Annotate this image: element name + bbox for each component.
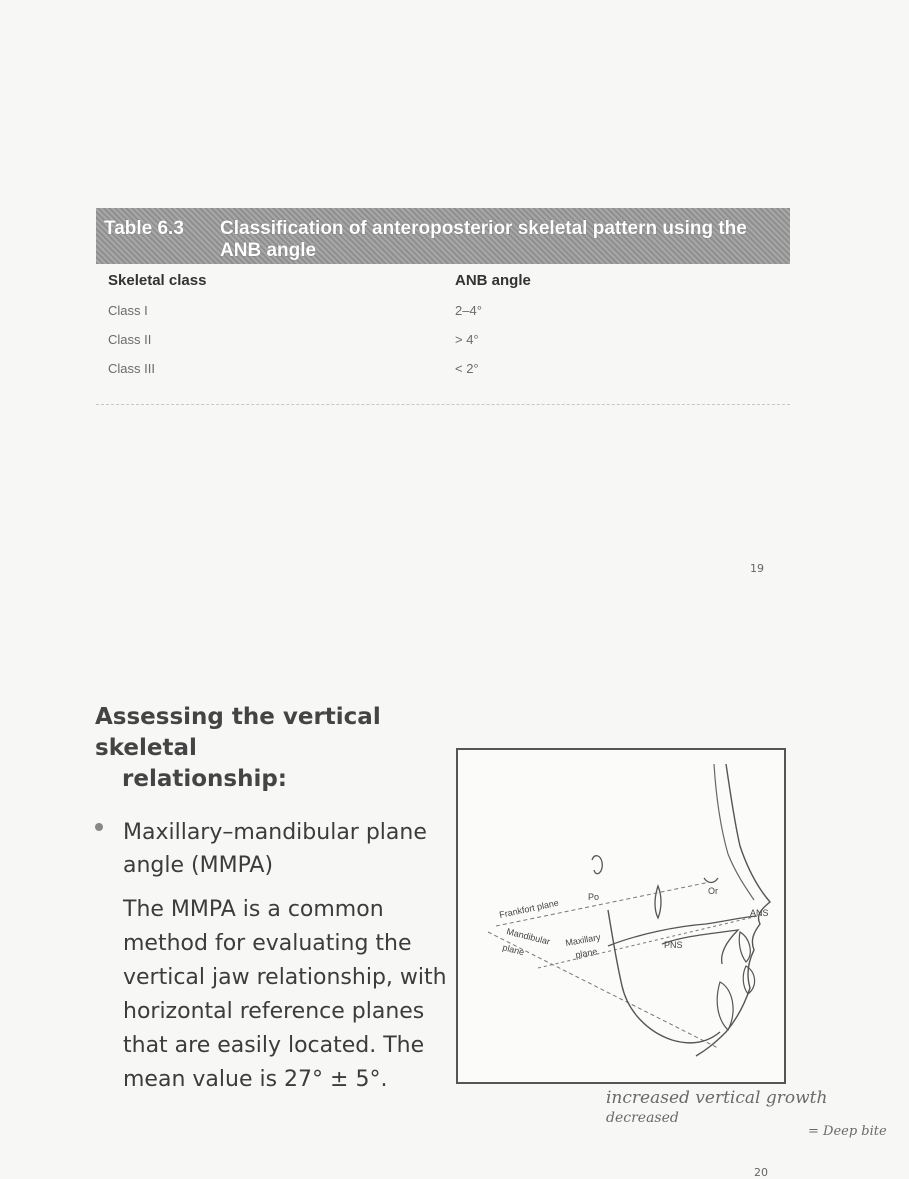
heading-line-2: relationship: [122, 766, 288, 792]
label-or: Or [708, 886, 718, 896]
table-number: Table 6.3 [104, 218, 184, 239]
handwritten-note-2: decreased [606, 1110, 679, 1126]
handwritten-note-1: increased vertical growth [606, 1088, 828, 1108]
table-cell-anb-1: 2–4° [455, 303, 482, 318]
label-mandibular-2: plane [501, 942, 526, 958]
table-cell-class-2: Class II [108, 332, 152, 347]
body-paragraph: The MMPA is a common method for evaluating the vertical jaw relationship, with horizontal reference planes that are easily located. The mean value is 27° ± 5°. [123, 897, 447, 1092]
column-header-skeletal-class: Skeletal class [108, 272, 207, 289]
bullet-text: Maxillary–mandibular plane angle (MMPA) [123, 820, 427, 878]
label-frankfort-plane: Frankfort plane [498, 897, 560, 920]
skull-tracing-svg [458, 750, 784, 1082]
table-cell-anb-2: > 4° [455, 332, 479, 347]
section-heading [95, 702, 455, 795]
label-pns: PNS [664, 940, 683, 950]
label-maxillary-2: plane [574, 946, 599, 960]
table-bottom-rule [96, 404, 790, 405]
label-po: Po [588, 892, 600, 902]
table-cell-anb-3: < 2° [455, 361, 479, 376]
cephalometric-diagram [456, 748, 786, 1084]
page-number-19: 19 [750, 562, 764, 575]
table-title-bar [96, 208, 790, 264]
label-maxillary-1: Maxillary [564, 931, 602, 948]
column-header-anb-angle: ANB angle [455, 272, 531, 289]
table-title: Classification of anteroposterior skeletal pattern using the ANB angle [220, 218, 747, 261]
bullet-icon [95, 823, 103, 831]
table-cell-class-1: Class I [108, 303, 148, 318]
handwritten-note-3: = Deep bite [808, 1124, 887, 1139]
table-cell-class-3: Class III [108, 361, 155, 376]
page-number-20: 20 [754, 1166, 768, 1179]
heading-line-1: Assessing the vertical skeletal [95, 704, 381, 761]
label-ans: ANS [750, 908, 769, 918]
label-mandibular-1: Mandibular [505, 926, 552, 947]
